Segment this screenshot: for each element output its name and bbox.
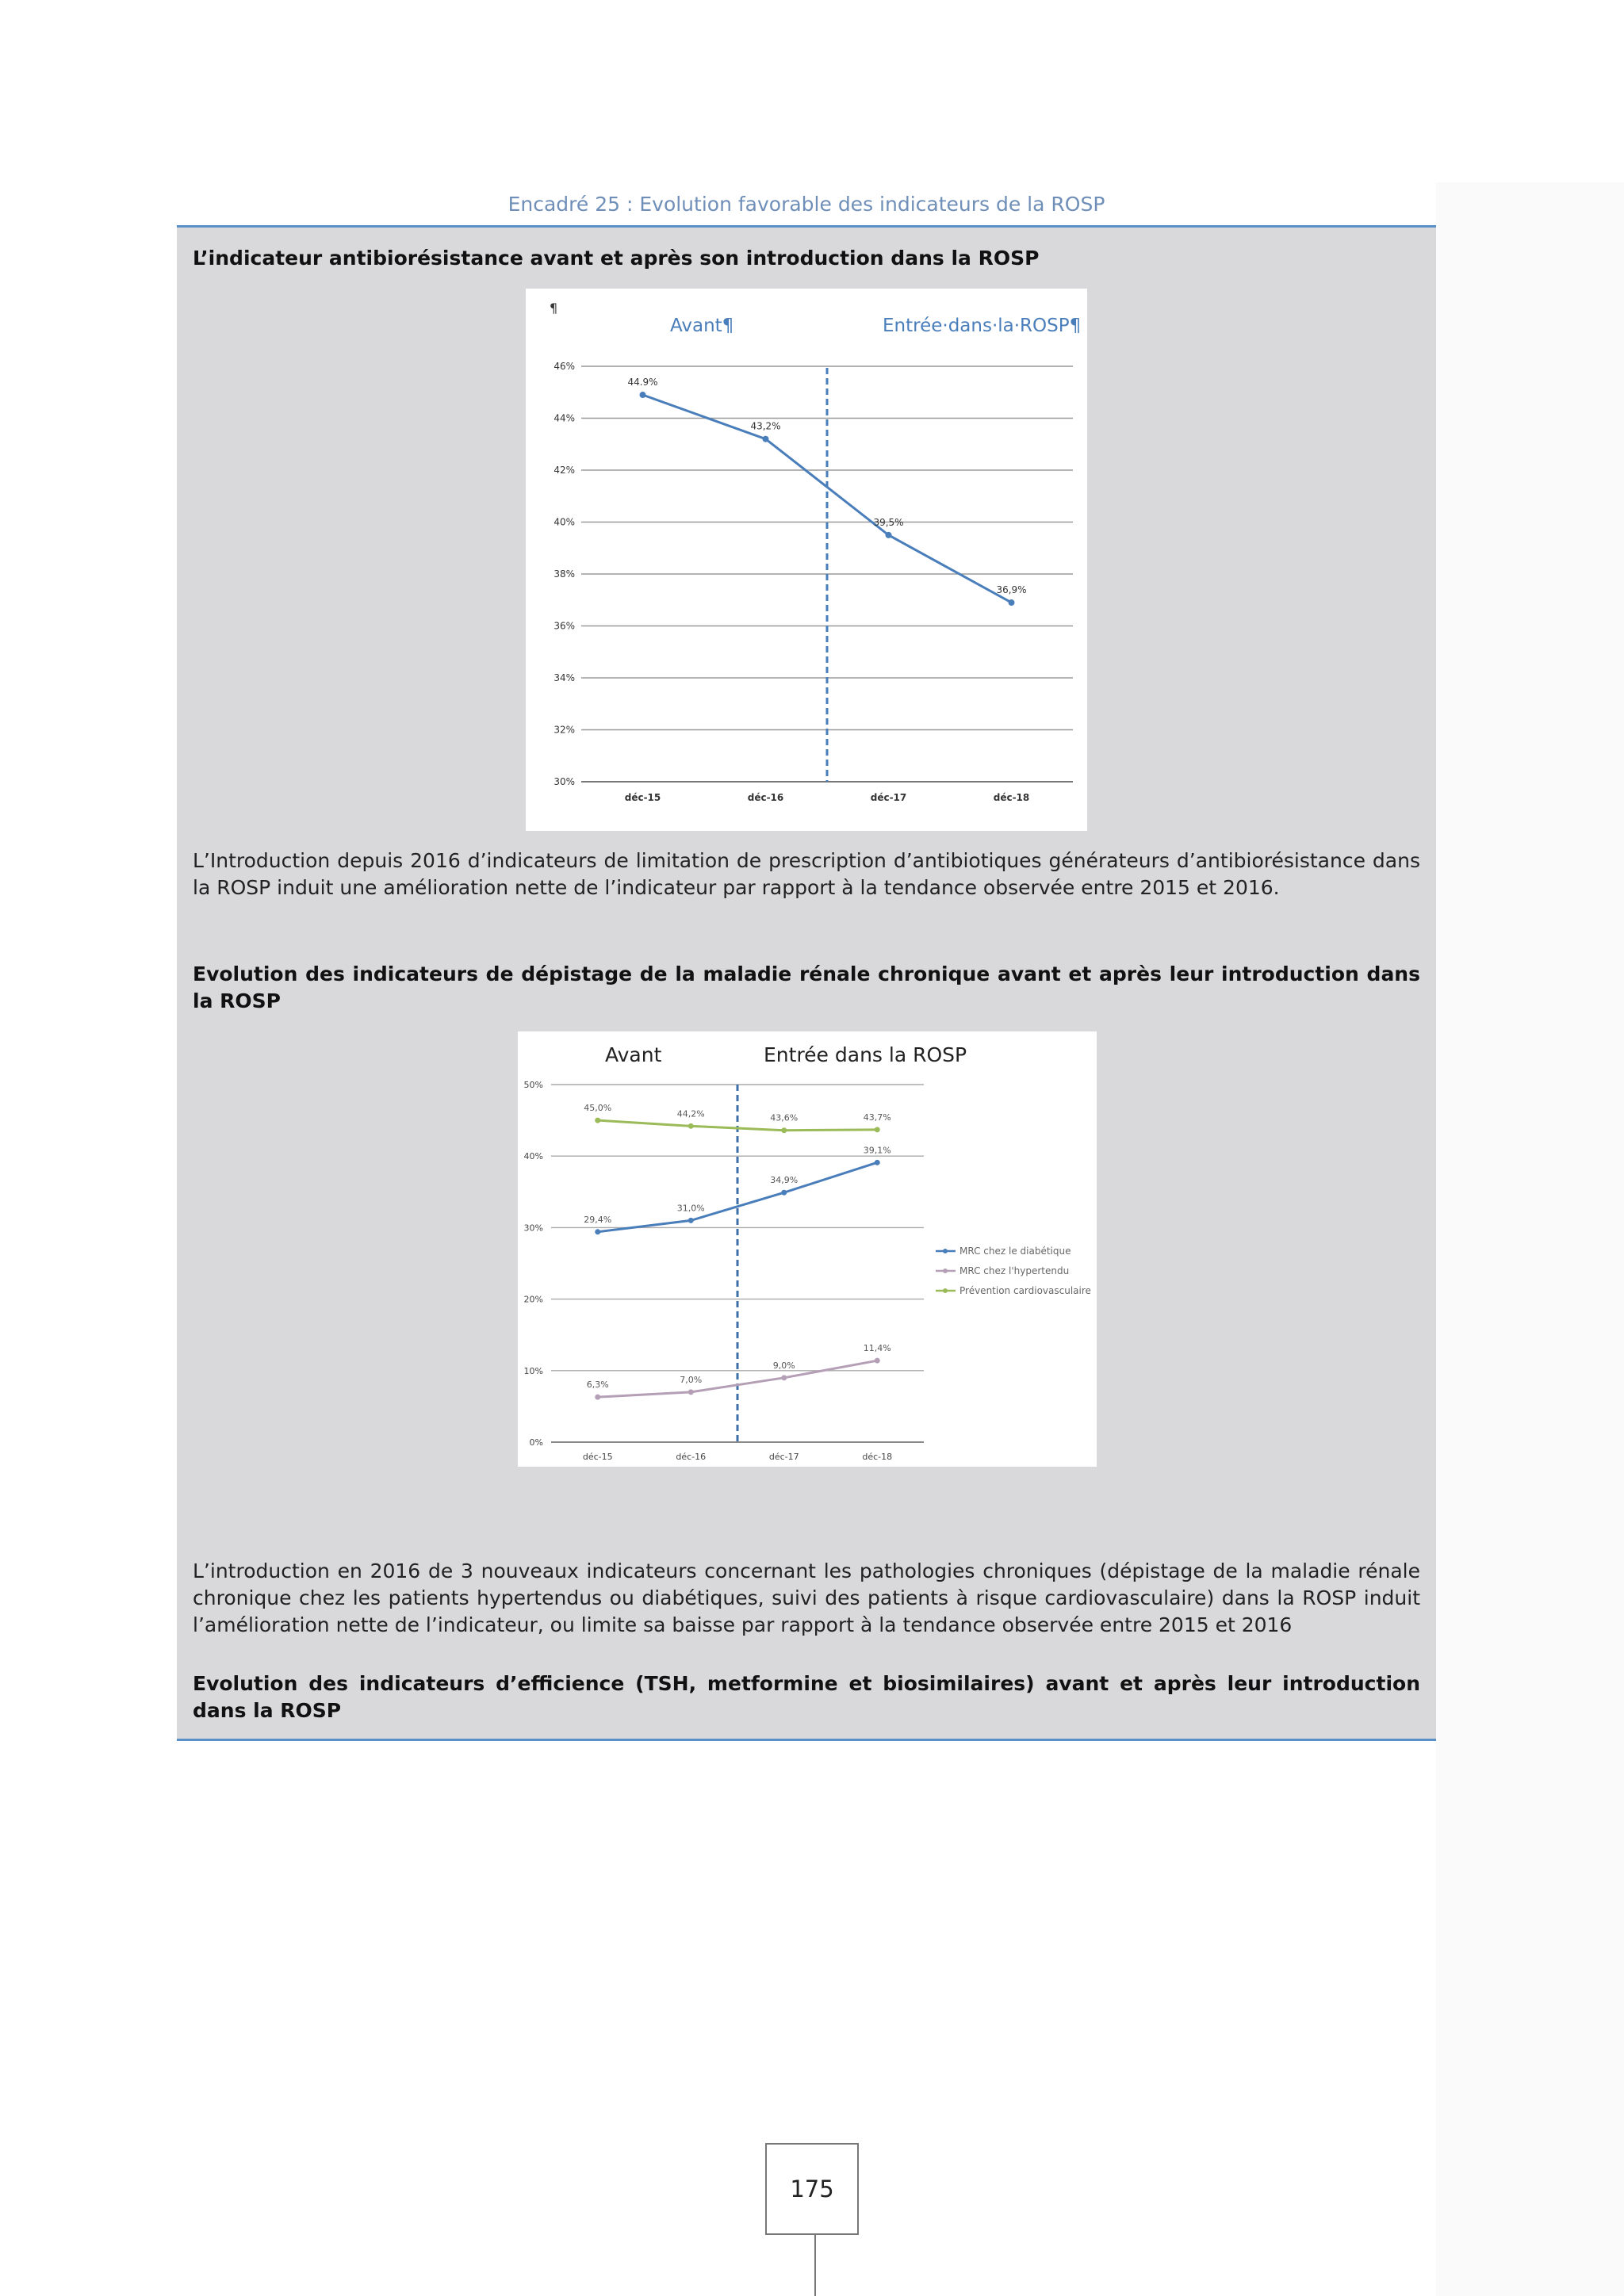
data-point — [595, 1395, 600, 1400]
x-tick-label: déc-16 — [747, 792, 784, 803]
y-tick-label: 10% — [523, 1365, 543, 1376]
pilcrow-mark: ¶ — [550, 300, 558, 316]
x-tick-label: déc-17 — [870, 792, 907, 803]
data-point — [875, 1160, 880, 1165]
data-point — [640, 392, 646, 398]
header-after: Entrée·dans·la·ROSP¶ — [883, 316, 1082, 336]
page-number: 175 — [765, 2143, 859, 2235]
y-tick-label: 0% — [529, 1437, 543, 1448]
data-label: 43,2% — [750, 420, 781, 432]
section3-heading: Evolution des indicateurs d’efficience (TSH, metformine et biosimilaires) avant et après leur introduction dans la ROSP — [193, 1672, 1420, 1722]
header-before: Avant¶ — [670, 316, 734, 336]
y-tick-label: 30% — [523, 1223, 543, 1234]
y-tick-label: 40% — [523, 1151, 543, 1162]
data-label: 34,9% — [770, 1175, 799, 1186]
series-line — [643, 395, 1012, 603]
section1-heading: L’indicateur antibiorésistance avant et après son introduction dans la ROSP — [193, 247, 1040, 270]
data-label: 39,5% — [873, 516, 904, 528]
y-tick-label: 40% — [553, 516, 575, 528]
y-tick-label: 32% — [553, 724, 575, 736]
section2-heading: Evolution des indicateurs de dépistage de la maladie rénale chronique avant et après leur introduction dans la ROSP — [193, 962, 1420, 1012]
x-tick-label: déc-15 — [624, 792, 661, 803]
data-label: 31,0% — [676, 1203, 705, 1214]
x-tick-label: déc-18 — [862, 1452, 893, 1462]
y-tick-label: 20% — [523, 1294, 543, 1305]
page-margin-shade — [1436, 182, 1624, 2296]
data-point — [595, 1229, 600, 1234]
x-tick-label: déc-15 — [582, 1452, 613, 1462]
box-caption: Encadré 25 : Evolution favorable des indicateurs de la ROSP — [508, 193, 1105, 216]
data-point — [688, 1218, 694, 1223]
data-point — [763, 436, 769, 442]
header-before: Avant — [605, 1043, 662, 1066]
data-label: 7,0% — [680, 1374, 703, 1385]
header-after: Entrée dans la ROSP — [764, 1043, 967, 1066]
data-point — [781, 1127, 787, 1133]
data-label: 43,6% — [770, 1112, 799, 1123]
y-tick-label: 44% — [553, 412, 575, 424]
legend-marker — [943, 1249, 948, 1253]
legend-label: Prévention cardiovasculaire — [959, 1285, 1091, 1296]
data-label: 43,7% — [863, 1112, 891, 1123]
page-number-connector — [814, 2235, 816, 2296]
data-label: 6,3% — [586, 1380, 609, 1391]
kidney-screening-chart — [518, 1031, 1097, 1467]
antibioresistance-chart — [526, 289, 1087, 831]
legend-label: MRC chez l'hypertendu — [959, 1265, 1070, 1276]
section2-text: L’introduction en 2016 de 3 nouveaux indicateurs concernant les pathologies chroniques (dépistage de la maladie rénale chronique chez les patients hypertendus ou diabétiques, suivi des patients à risque cardiovasculaire) dans la ROSP induit l’amélioration nette de l’indicateur, ou limite sa baisse par rapport à la tendance observée entre 2015 et 2016 — [193, 1559, 1420, 1636]
data-label: 36,9% — [996, 584, 1027, 596]
kidney-screening-chart-svg — [518, 1031, 1097, 1467]
data-point — [781, 1190, 787, 1196]
highlight-box — [177, 225, 1436, 1741]
data-label: 44,2% — [676, 1108, 705, 1119]
legend-label: MRC chez le diabétique — [959, 1246, 1071, 1257]
section1-text: L’Introduction depuis 2016 d’indicateurs de limitation de prescription d’antibiotiques générateurs d’antibiorésistance dans la ROSP induit une amélioration nette de l’indicateur par rapport à la tendance observée entre 2015 et 2016. — [193, 849, 1420, 899]
data-point — [886, 532, 892, 538]
data-label: 44.9% — [627, 377, 658, 388]
data-point — [595, 1118, 600, 1123]
data-label: 29,4% — [584, 1214, 612, 1225]
data-label: 9,0% — [772, 1360, 795, 1371]
legend-marker — [943, 1288, 948, 1293]
data-point — [1009, 599, 1015, 606]
y-tick-label: 42% — [553, 465, 575, 476]
x-tick-label: déc-17 — [768, 1452, 799, 1462]
y-tick-label: 30% — [553, 776, 575, 787]
antibioresistance-chart-svg — [526, 289, 1087, 831]
y-tick-label: 34% — [553, 672, 575, 683]
data-point — [781, 1375, 787, 1380]
legend-marker — [943, 1269, 948, 1273]
data-label: 39,1% — [863, 1145, 891, 1156]
x-tick-label: déc-18 — [993, 792, 1030, 803]
data-point — [688, 1123, 694, 1129]
y-tick-label: 46% — [553, 361, 575, 372]
data-label: 11,4% — [863, 1343, 891, 1354]
data-label: 45,0% — [584, 1103, 612, 1114]
y-tick-label: 38% — [553, 568, 575, 580]
x-tick-label: déc-16 — [676, 1452, 707, 1462]
data-point — [875, 1127, 880, 1132]
y-tick-label: 50% — [523, 1080, 543, 1090]
y-tick-label: 36% — [553, 620, 575, 632]
data-point — [875, 1358, 880, 1364]
data-point — [688, 1389, 694, 1395]
